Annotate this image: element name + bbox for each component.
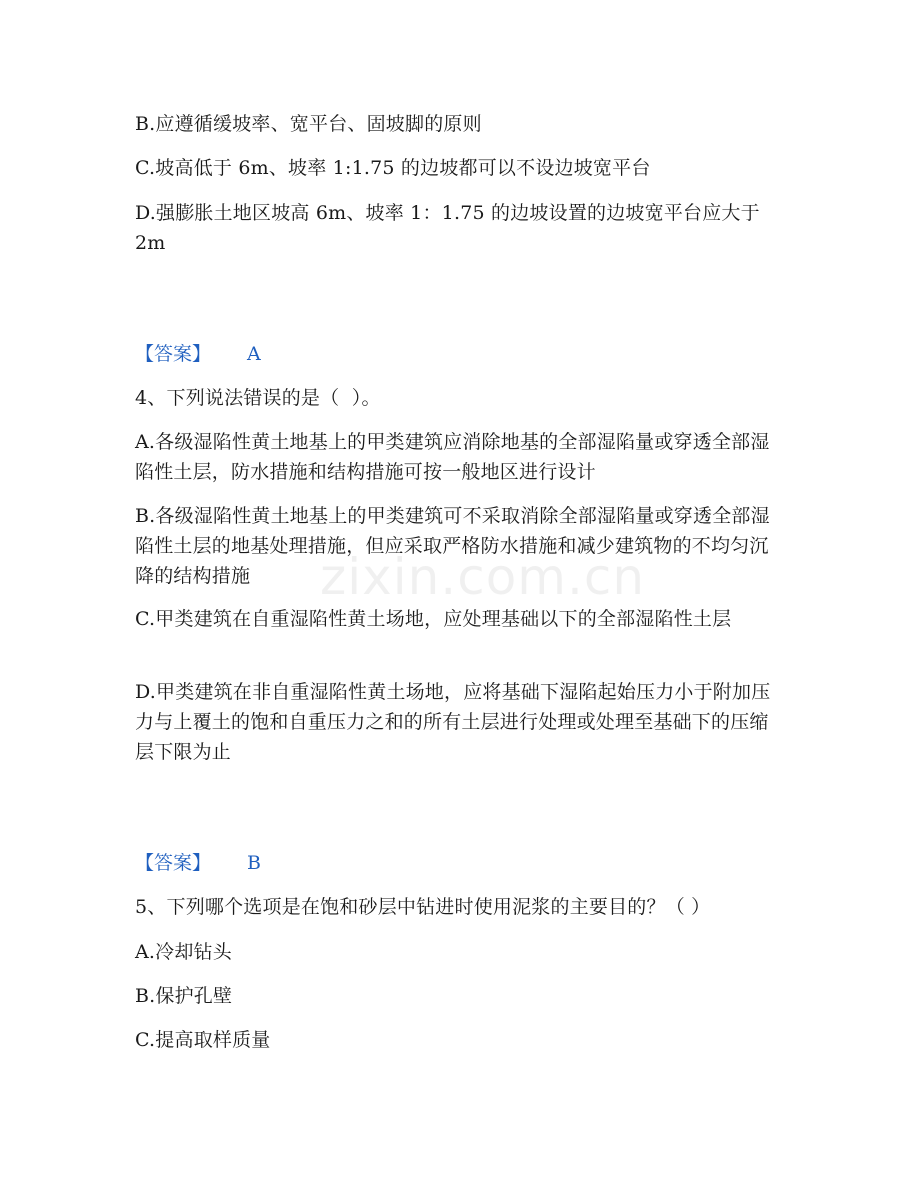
q4-stem: 4、下列说法错误的是（ ）。 (135, 387, 381, 409)
prev-answer (135, 339, 261, 369)
q5-option-c: C.提高取样质量 (135, 1029, 271, 1051)
watermark: zixin.com.cn (320, 548, 646, 606)
answer-value: A (247, 343, 261, 365)
answer-label: 【答案】 (135, 852, 212, 874)
answer-value: B (247, 852, 261, 874)
q5-option-b: B.保护孔壁 (135, 985, 233, 1007)
q4-answer (135, 848, 261, 878)
prev-option-c: C.坡高低于 6m、坡率 1:1.75 的边坡都可以不设边坡宽平台 (135, 157, 651, 179)
q4-option-c: C.甲类建筑在自重湿陷性黄土场地，应处理基础以下的全部湿陷性土层 (135, 608, 732, 630)
q4-option-a: A.各级湿陷性黄土地基上的甲类建筑应消除地基的全部湿陷量或穿透全部湿陷性土层，防水措施和结构措施可按一般地区进行设计 (135, 431, 770, 483)
q5-stem: 5、下列哪个选项是在饱和砂层中钻进时使用泥浆的主要目的？（ ） (135, 896, 711, 918)
q4-option-d: D.甲类建筑在非自重湿陷性黄土场地，应将基础下湿陷起始压力小于附加压力与上覆土的饱和自重压力之和的所有土层进行处理或处理至基础下的压缩层下限为止 (135, 681, 771, 763)
answer-label: 【答案】 (135, 343, 212, 365)
prev-option-b: B.应遵循缓坡率、宽平台、固坡脚的原则 (135, 113, 482, 135)
q4-option-b: B.各级湿陷性黄土地基上的甲类建筑可不采取消除全部湿陷量或穿透全部湿陷性土层的地基处理措施，但应采取严格防水措施和减少建筑物的不均匀沉降的结构措施 (135, 505, 770, 587)
prev-option-d: D.强膨胀土地区坡高 6m、坡率 1：1.75 的边坡设置的边坡宽平台应大于 2m (135, 202, 767, 254)
q5-option-a: A.冷却钻头 (135, 941, 232, 963)
